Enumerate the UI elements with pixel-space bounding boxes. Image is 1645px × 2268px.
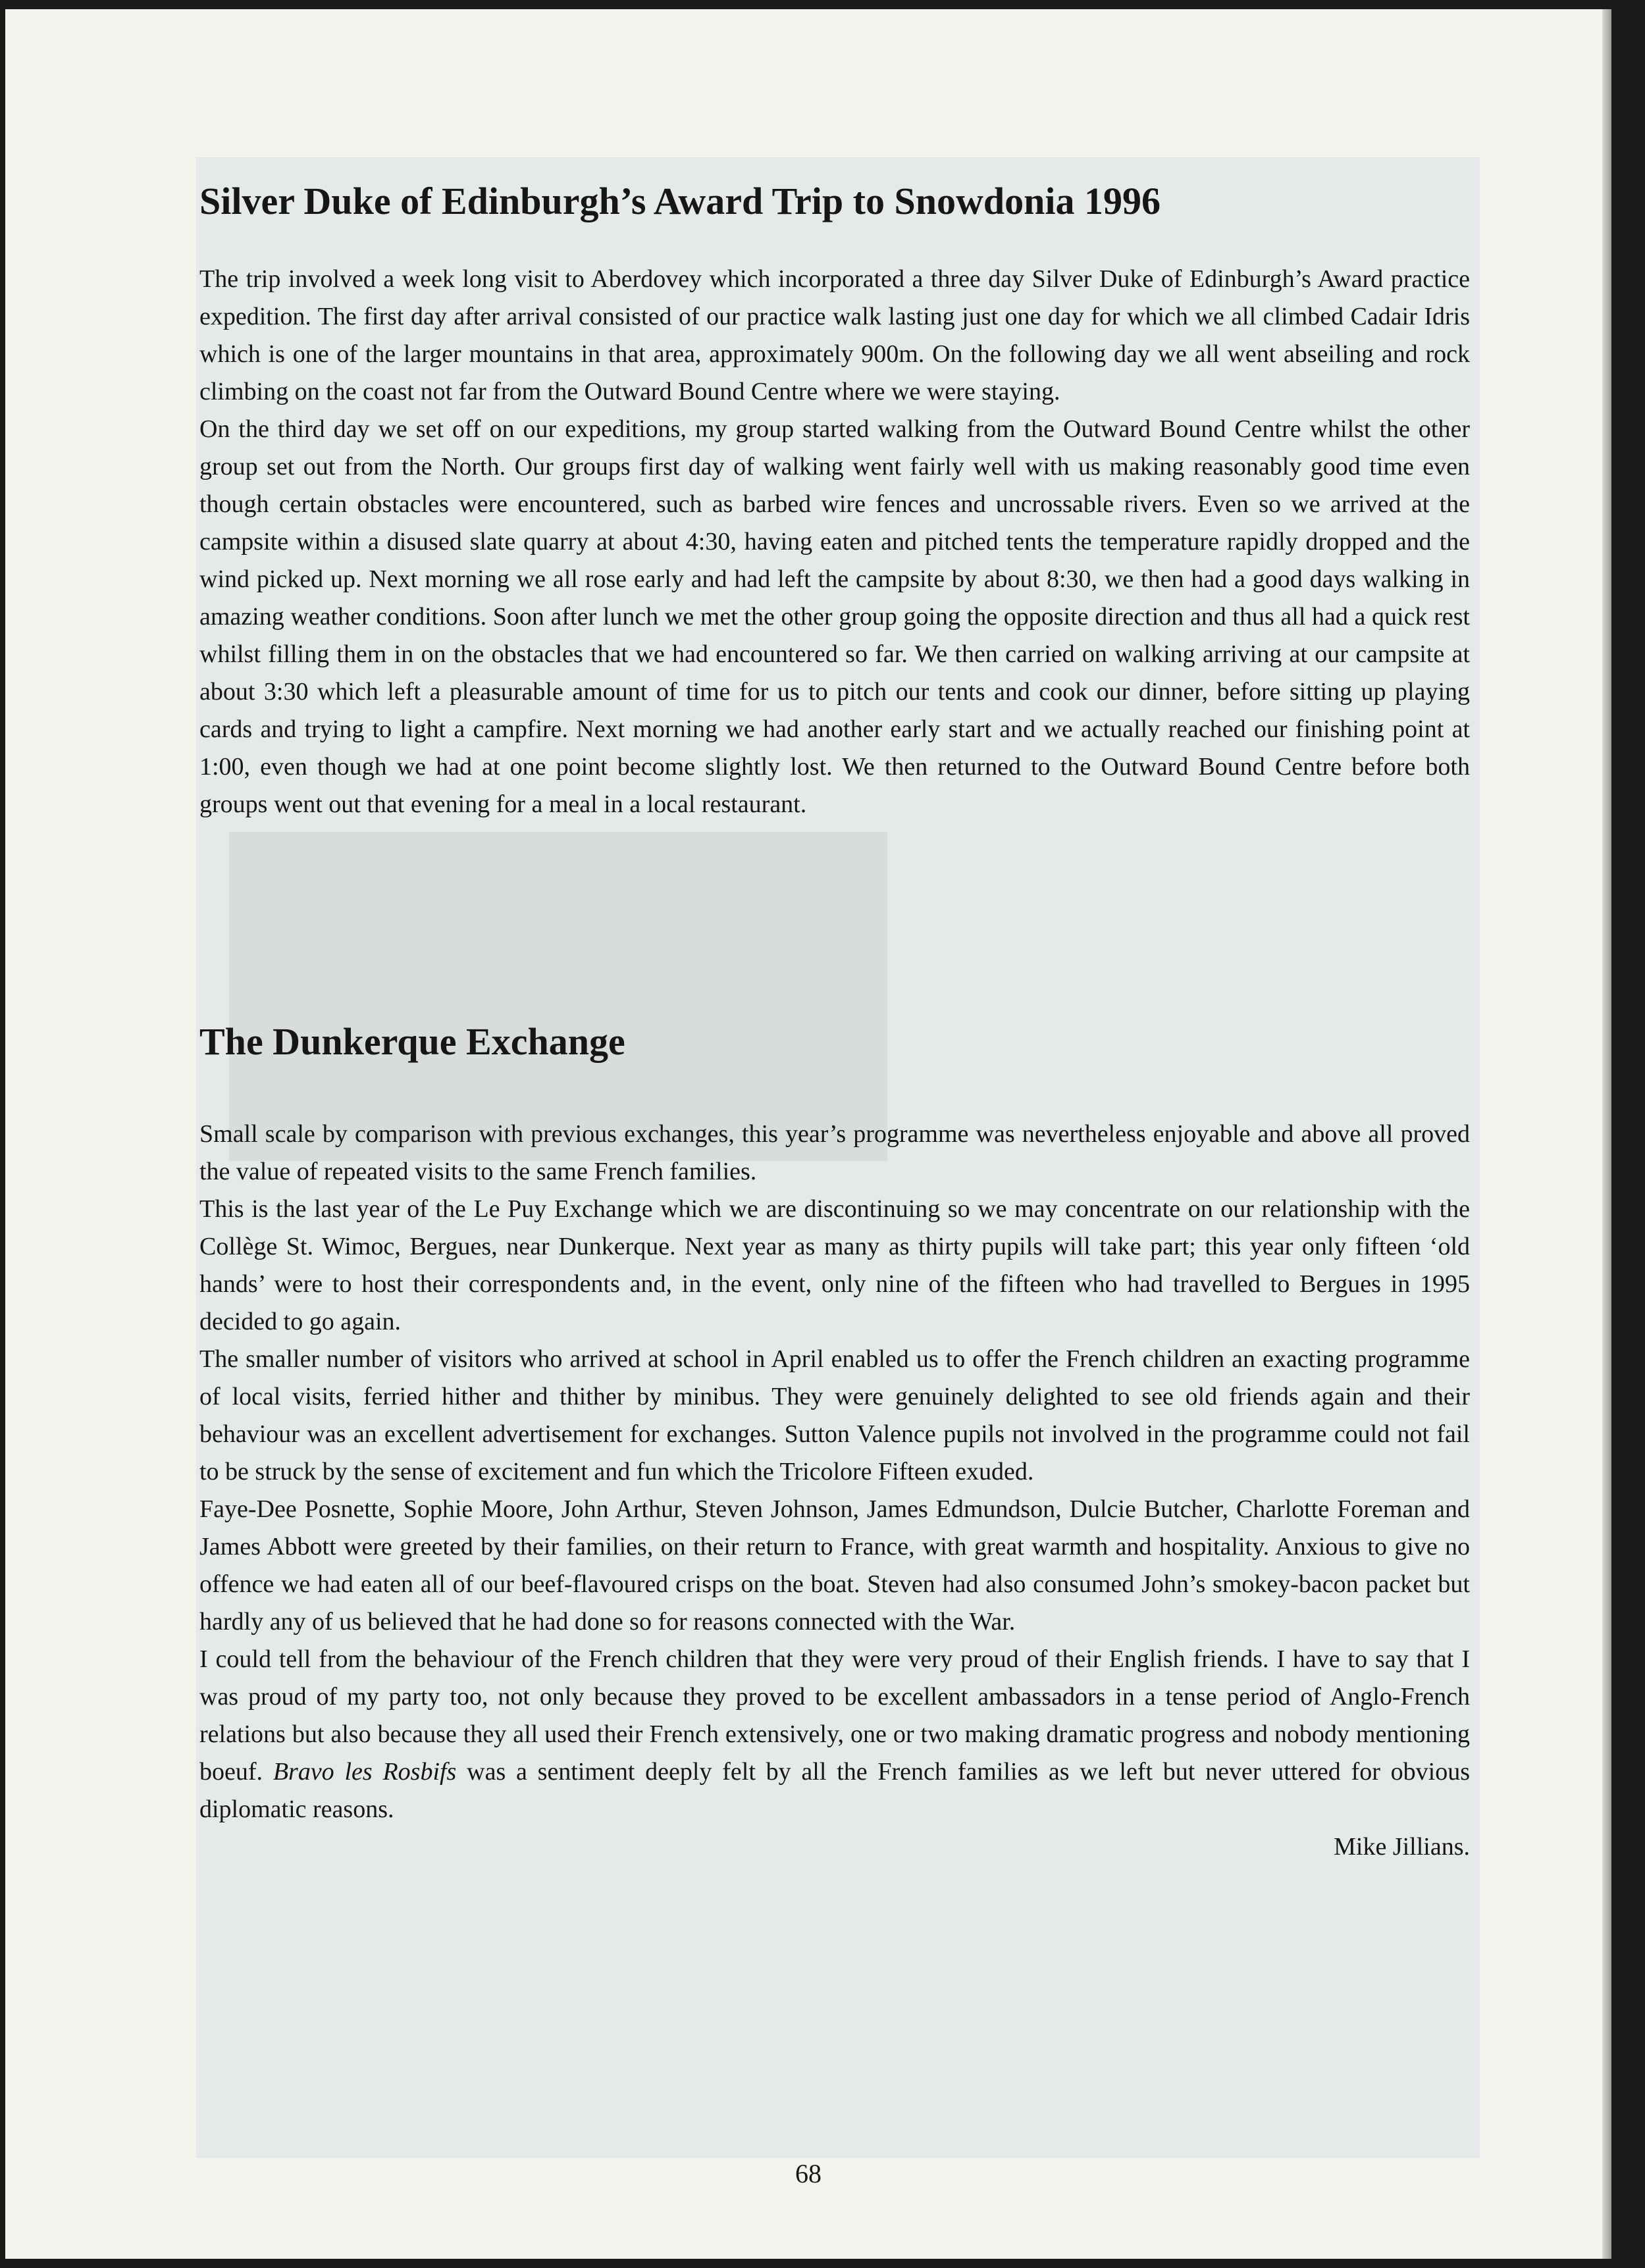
page-binding-edge (1602, 9, 1611, 2259)
italic-phrase: Bravo les Rosbifs (273, 1757, 457, 1786)
article-paragraph: Faye-Dee Posnette, Sophie Moore, John Arthur, Steven Johnson, James Edmundson, Dulcie Butcher, Charlotte Foreman and James Abbott were greeted by their families, on their return to France, with great warmth and hospitality. Anxious to give no offence we had eaten all of our beef-flavoured crisps on the boat. Steven had also consumed John’s smokey-bacon packet but hardly any of us believed that he had done so for reasons connected with the War. (199, 1495, 1470, 1636)
article-title-dunkerque: The Dunkerque Exchange (199, 1019, 625, 1063)
page (5, 9, 1611, 2259)
article-paragraph: The smaller number of visitors who arrived at school in April enabled us to offer the French children an exacting programme of local visits, ferried hither and thither by minibus. They were genuinely delighted to see old friends again and their behaviour was an excellent advertisement for exchanges. Sutton Valence pupils not involved in the programme could not fail to be struck by the sense of excitement and fun which the Tricolore Fifteen exuded. (199, 1345, 1470, 1485)
page-content (199, 167, 1470, 1866)
article-title-dofe: Silver Duke of Edinburgh’s Award Trip to Snowdonia 1996 (199, 180, 1161, 222)
page-number: 68 (795, 2159, 822, 2188)
article-paragraph: Small scale by comparison with previous exchanges, this year’s programme was nevertheless enjoyable and above all proved the value of repeated visits to the same French families. (199, 1120, 1470, 1185)
author-signature: Mike Jillians. (1334, 1832, 1470, 1861)
text-run: I could tell from the behaviour of the French children that they were very proud of their English friends. I have to say that I was proud of my party too, not only because they proved to be excellent ambassadors in a tense period of Anglo-French relations but also because they all used their French extensively, one or two making dramatic progress and nobody mentioning boeuf. (199, 1645, 1470, 1786)
text-run: was a sentiment deeply felt by all the French families as we left but never uttered for obvious diplomatic reasons. (199, 1757, 1471, 1823)
article-paragraph-final (199, 1641, 1470, 1828)
article-paragraph: The trip involved a week long visit to Aberdovey which incorporated a three day Silver Duke of Edinburgh’s Award practice expedition. The first day after arrival consisted of our practice walk lasting just one day for which we all climbed Cadair Idris which is one of the larger mountains in that area, approximately 900m. On the following day we all went abseiling and rock climbing on the coast not far from the Outward Bound Centre where we were staying. (199, 265, 1470, 405)
article-paragraph: On the third day we set off on our expeditions, my group started walking from the Outward Bound Centre whilst the other group set out from the North. Our groups first day of walking went fairly well with us making reasonably good time even though certain obstacles were encountered, such as barbed wire fences and uncrossable rivers. Even so we arrived at the campsite within a disused slate quarry at about 4:30, having eaten and pitched tents the temperature rapidly dropped and the wind picked up. Next morning we all rose early and had left the campsite by about 8:30, we then had a good days walking in amazing weather conditions. Soon after lunch we met the other group going the opposite direction and thus all had a quick rest whilst filling them in on the obstacles that we had encountered so far. We then carried on walking arriving at our campsite at about 3:30 which left a pleasurable amount of time for us to pitch our tents and cook our dinner, before sitting up playing cards and trying to light a campfire. Next morning we had another early start and we actually reached our finishing point at 1:00, even though we had at one point become slightly lost. We then returned to the Outward Bound Centre before both groups went out that evening for a meal in a local restaurant. (199, 415, 1470, 818)
article-paragraph: This is the last year of the Le Puy Exchange which we are discontinuing so we may concentrate on our relationship with the Collège St. Wimoc, Bergues, near Dunkerque. Next year as many as thirty pupils will take part; this year only fifteen ‘old hands’ were to host their correspondents and, in the event, only nine of the fifteen who had travelled to Bergues in 1995 decided to go again. (199, 1195, 1470, 1335)
